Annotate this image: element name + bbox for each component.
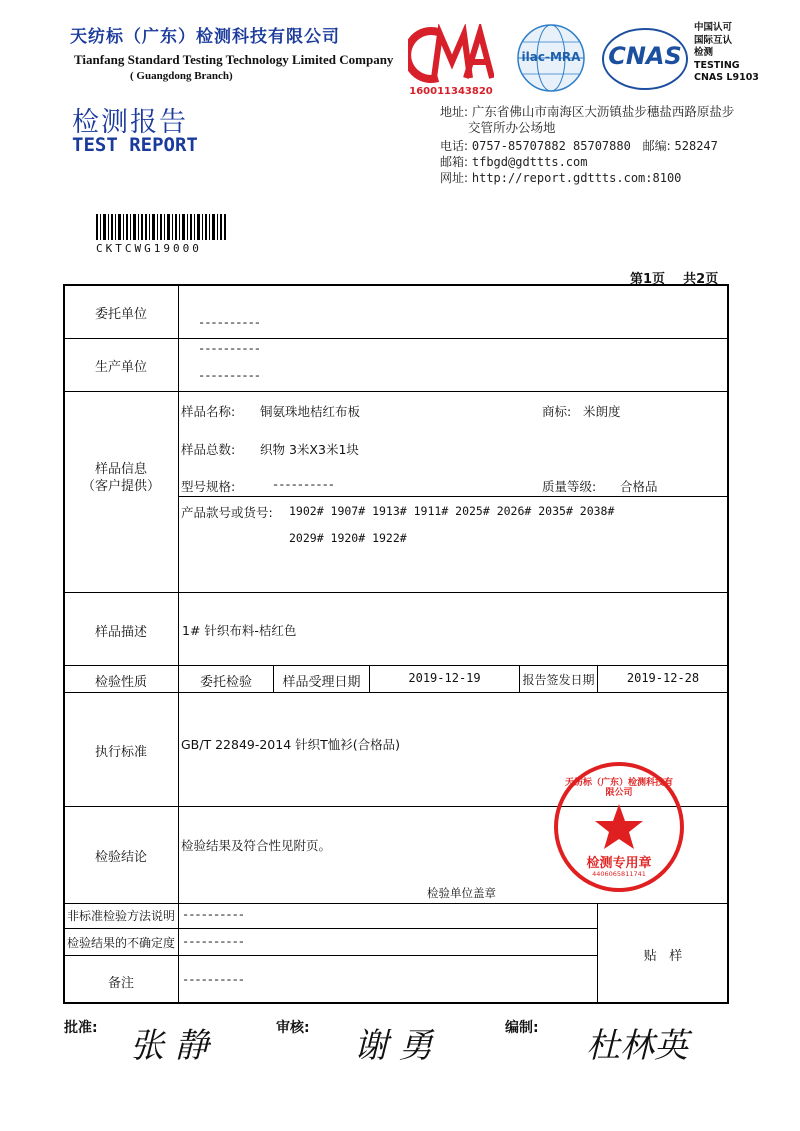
nonstd-method-value: ----------: [182, 908, 245, 922]
report-form: [63, 284, 729, 1004]
cnas-caption: [694, 22, 759, 85]
issue-date-value: 2019-12-28: [626, 671, 700, 685]
brand-label: 商标:: [542, 404, 572, 419]
row-divider: [64, 391, 728, 392]
row-divider: [179, 496, 728, 497]
client-value: ----------: [198, 316, 261, 330]
company-name-cn: 天纺标（广东）检测科技有限公司: [70, 27, 340, 47]
email-value: tfbgd@gdttts.com: [471, 155, 588, 169]
receive-date-label: 样品受理日期: [282, 675, 361, 690]
contact-web: [440, 169, 681, 186]
report-title-cn: 检测报告: [72, 107, 188, 138]
cnas-line3: 检测: [694, 47, 714, 58]
contact-address: [440, 104, 770, 136]
contact-phone: [440, 137, 718, 154]
cnas-text: CNAS: [608, 42, 682, 70]
row-divider: [64, 338, 728, 339]
nonstd-method-label: 非标准检验方法说明: [66, 909, 175, 923]
contact-email: [440, 153, 587, 170]
address-line1: 广东省佛山市南海区大沥镇盐步穗盐西路原盐步: [471, 104, 735, 119]
cma-number: 160011343820: [409, 86, 493, 97]
cnas-logo: [600, 26, 690, 96]
address-line2: 交管所办公场地: [468, 120, 556, 135]
email-label: 邮箱:: [440, 155, 469, 169]
manufacturer-value-2: ----------: [198, 369, 261, 383]
cnas-line4: TESTING: [694, 59, 740, 71]
label-column-divider: [178, 285, 179, 1003]
seal-center-text: 检测专用章: [586, 856, 652, 871]
page-number: 第1页 共2页: [630, 272, 719, 287]
ilac-text: ilac-MRA: [521, 50, 581, 64]
ilac-mra-logo: [515, 22, 587, 94]
company-name-en: Tianfang Standard Testing Technology Limited Company: [74, 52, 394, 67]
reviewer-label: 审核:: [276, 1020, 310, 1036]
row-divider: [64, 692, 728, 693]
row-divider: [64, 665, 728, 666]
manufacturer-label: 生产单位: [94, 360, 147, 375]
quality-value: 合格品: [620, 479, 658, 494]
row-divider: [64, 928, 598, 929]
row-divider: [64, 903, 728, 904]
conclusion-label: 检验结论: [94, 850, 147, 865]
editor-signature: 杜林英: [586, 1026, 688, 1066]
address-label: 地址:: [440, 105, 469, 119]
standard-value: GB/T 22849-2014 针织T恤衫(合格品): [181, 737, 401, 752]
official-seal: [552, 760, 686, 894]
sample-info-label: 样品信息: [94, 462, 147, 477]
approver-signature: 张 静: [130, 1026, 209, 1066]
issue-date-label: 报告签发日期: [522, 673, 595, 687]
row-divider: [64, 592, 728, 593]
phone-value: 0757-85707882 85707880: [471, 139, 631, 153]
manufacturer-value-1: ----------: [198, 342, 261, 356]
sample-stick-label: 贴 样: [643, 949, 683, 964]
inspection-type-label: 检验性质: [94, 675, 147, 690]
sample-count-value: 织物 3米X3米1块: [260, 442, 359, 457]
uncertainty-label: 检验结果的不确定度: [66, 936, 175, 950]
sample-info-sublabel: （客户提供）: [81, 479, 160, 494]
approver-label: 批准:: [64, 1020, 98, 1036]
editor-label: 编制:: [505, 1020, 539, 1036]
cnas-line5: CNAS L9103: [694, 72, 759, 83]
row-divider: [64, 955, 598, 956]
uncertainty-value: ----------: [182, 935, 245, 949]
product-no-line-1: 1902# 1907# 1913# 1911# 2025# 2026# 2035# 2038#: [289, 504, 615, 518]
cnas-line2: 国际互认: [694, 34, 733, 46]
remarks-value: ----------: [182, 973, 245, 987]
sample-name-label: 样品名称:: [181, 404, 236, 419]
cnas-line1: 中国认可: [694, 22, 733, 33]
report-title-en: TEST REPORT: [72, 134, 198, 156]
model-value: ----------: [272, 478, 335, 492]
conclusion-value: 检验结果及符合性见附页。: [181, 838, 332, 853]
phone-label: 电话:: [440, 139, 469, 153]
brand-value: 米朗度: [583, 404, 621, 419]
client-label: 委托单位: [94, 307, 147, 322]
standard-label: 执行标准: [94, 745, 147, 760]
seal-number: 4406065811741: [592, 870, 646, 878]
sample-count-label: 样品总数:: [181, 442, 236, 457]
barcode-number: CKTCWG19000: [96, 242, 202, 255]
sample-name-value: 铜氨珠地桔红布板: [260, 404, 361, 419]
receive-date-value: 2019-12-19: [408, 671, 481, 685]
sample-desc-label: 样品描述: [94, 625, 147, 640]
web-value: http://report.gdttts.com:8100: [471, 171, 682, 185]
seal-caption: 检验单位盖章: [427, 886, 496, 900]
postcode-label: 邮编:: [642, 139, 671, 153]
remarks-label: 备注: [107, 976, 134, 991]
cma-logo: [408, 24, 494, 96]
product-no-label: 产品款号或货号:: [181, 505, 273, 520]
cma-logo-icon: [408, 24, 494, 84]
quality-label: 质量等级:: [542, 479, 597, 494]
barcode: [96, 214, 226, 240]
seal-arc-text: 天纺标（广东）检测科技有限公司: [564, 778, 673, 798]
model-label: 型号规格:: [181, 479, 236, 494]
reviewer-signature: 谢 勇: [354, 1026, 433, 1066]
postcode-value: 528247: [674, 139, 718, 153]
web-label: 网址:: [440, 171, 469, 185]
product-no-line-2: 2029# 1920# 1922#: [289, 531, 407, 545]
inspection-type-value: 委托检验: [199, 675, 252, 690]
company-branch-en: ( Guangdong Branch): [130, 70, 233, 82]
sample-desc-value: 1# 针织布料-桔红色: [182, 623, 297, 638]
